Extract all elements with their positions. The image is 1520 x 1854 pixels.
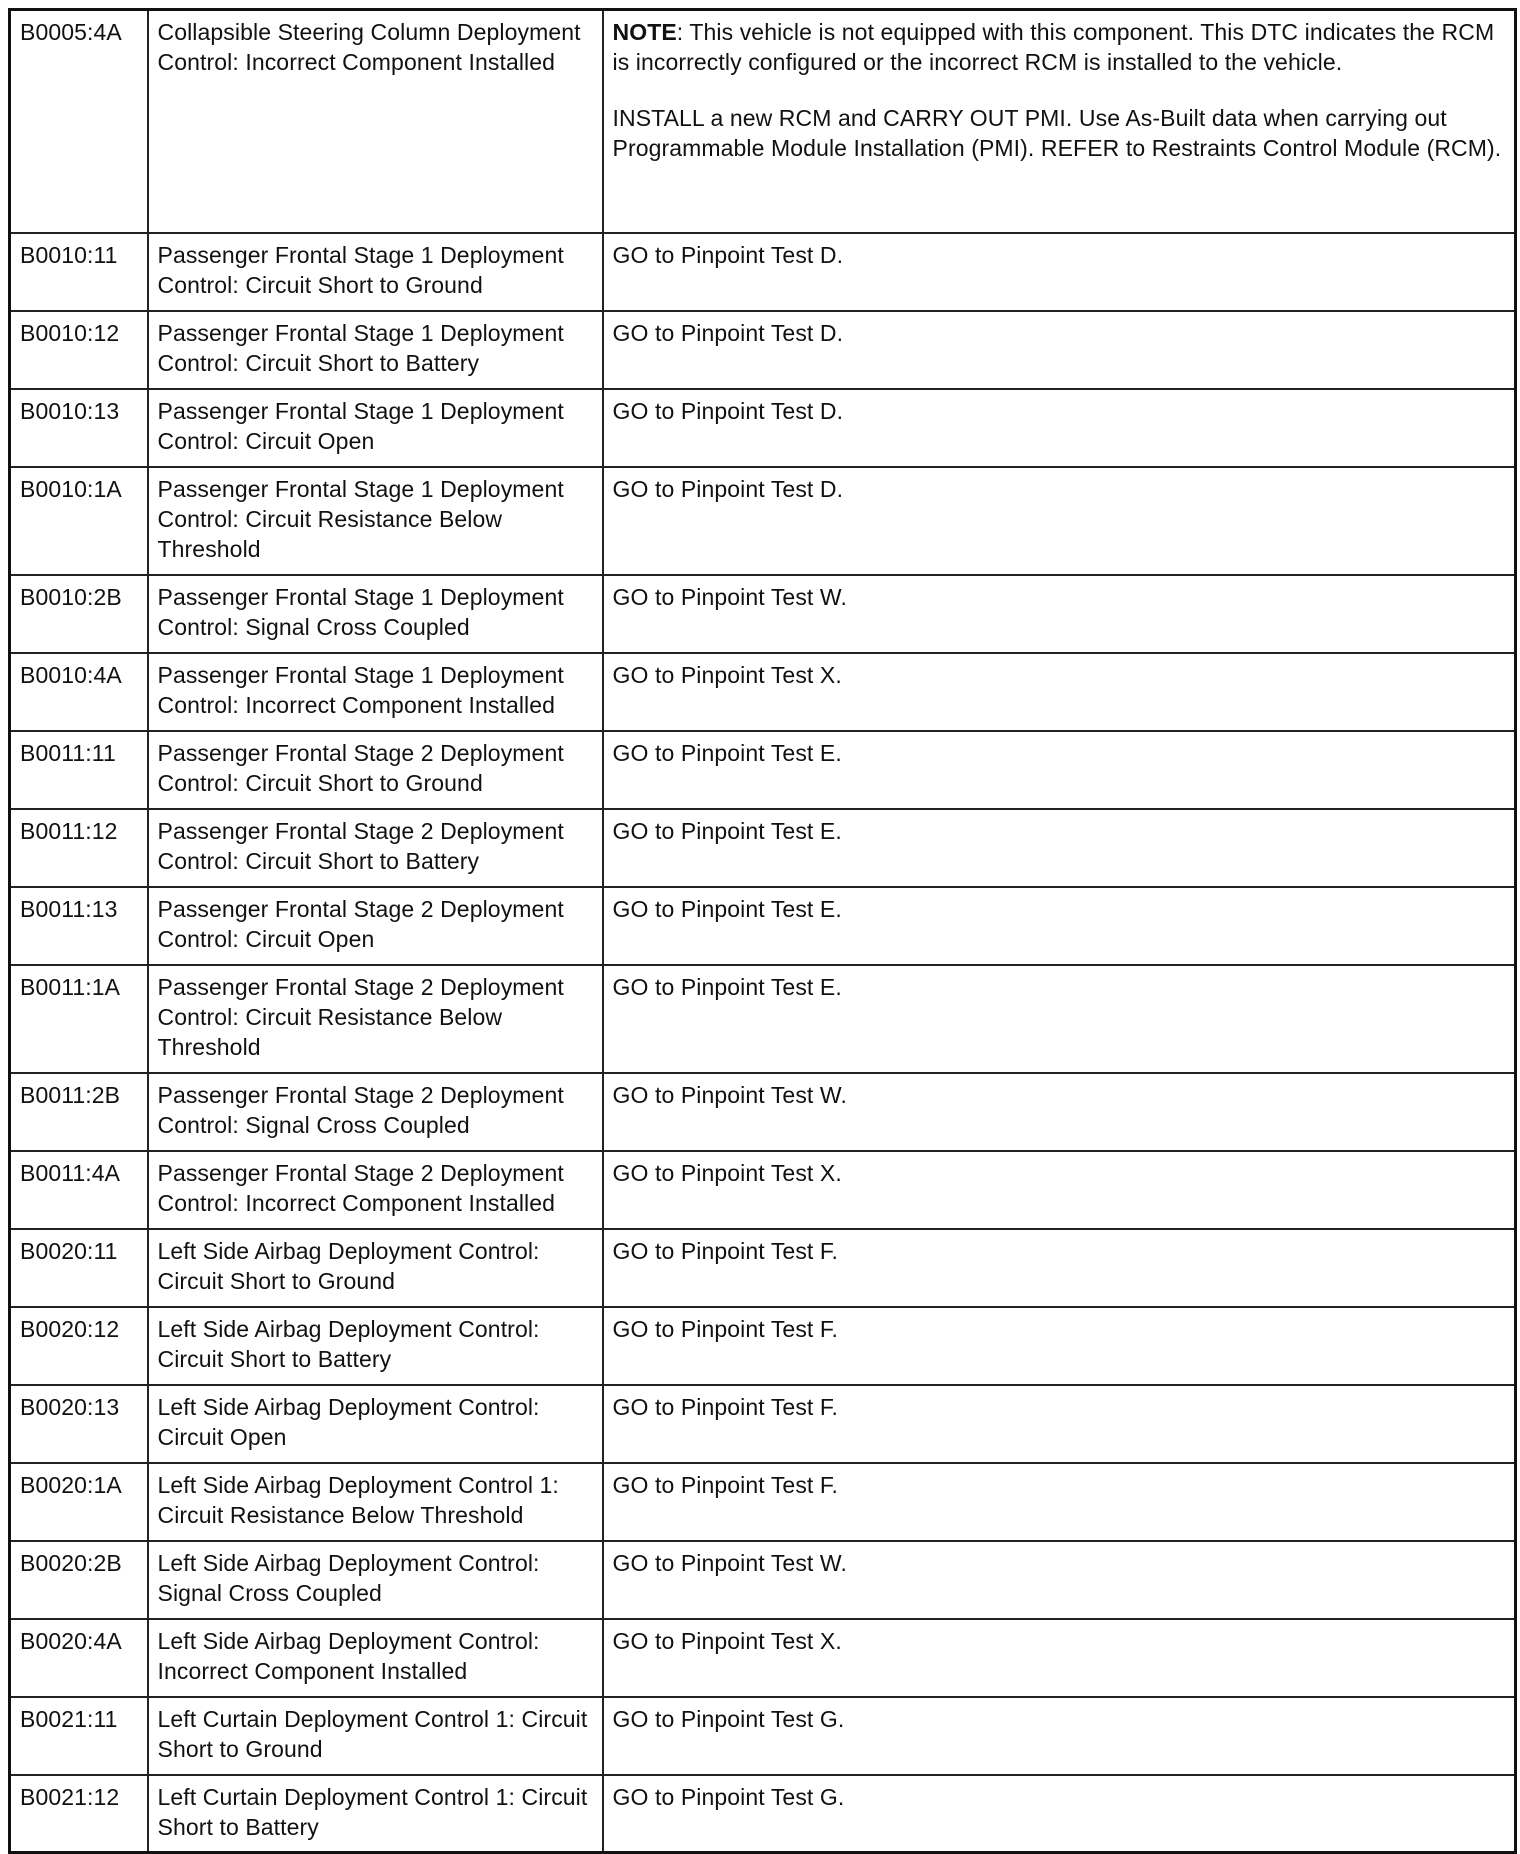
table-row	[10, 1541, 1516, 1619]
dtc-code: B0010:2B	[10, 575, 148, 653]
dtc-description: Passenger Frontal Stage 1 Deployment Control: Circuit Short to Battery	[148, 311, 603, 389]
table-row	[10, 965, 1516, 1073]
dtc-table-body	[10, 10, 1516, 1853]
dtc-description: Left Curtain Deployment Control 1: Circuit Short to Battery	[148, 1775, 603, 1853]
dtc-description: Passenger Frontal Stage 2 Deployment Control: Circuit Resistance Below Threshold	[148, 965, 603, 1073]
table-row	[10, 1073, 1516, 1151]
dtc-code: B0021:12	[10, 1775, 148, 1853]
table-row	[10, 1307, 1516, 1385]
dtc-description: Left Side Airbag Deployment Control: Circuit Short to Ground	[148, 1229, 603, 1307]
note-label: NOTE	[612, 19, 677, 45]
table-row	[10, 467, 1516, 575]
dtc-description: Passenger Frontal Stage 1 Deployment Control: Signal Cross Coupled	[148, 575, 603, 653]
dtc-code: B0010:1A	[10, 467, 148, 575]
table-row	[10, 1151, 1516, 1229]
dtc-description: Passenger Frontal Stage 1 Deployment Control: Circuit Short to Ground	[148, 233, 603, 311]
table-row	[10, 1463, 1516, 1541]
table-row	[10, 731, 1516, 809]
dtc-description: Left Side Airbag Deployment Control 1: Circuit Resistance Below Threshold	[148, 1463, 603, 1541]
table-row	[10, 311, 1516, 389]
action-text: GO to Pinpoint Test D.	[603, 311, 1516, 389]
dtc-code: B0011:11	[10, 731, 148, 809]
document-page	[8, 8, 1514, 1854]
action-text: GO to Pinpoint Test E.	[603, 731, 1516, 809]
dtc-description: Passenger Frontal Stage 2 Deployment Control: Circuit Open	[148, 887, 603, 965]
action-text: GO to Pinpoint Test E.	[603, 809, 1516, 887]
action-text: GO to Pinpoint Test W.	[603, 1541, 1516, 1619]
action-text: GO to Pinpoint Test E.	[603, 965, 1516, 1073]
table-row	[10, 1697, 1516, 1775]
dtc-code: B0020:4A	[10, 1619, 148, 1697]
dtc-description: Passenger Frontal Stage 1 Deployment Control: Circuit Resistance Below Threshold	[148, 467, 603, 575]
dtc-code: B0011:4A	[10, 1151, 148, 1229]
table-row	[10, 809, 1516, 887]
action-text: GO to Pinpoint Test F.	[603, 1385, 1516, 1463]
dtc-code: B0020:12	[10, 1307, 148, 1385]
dtc-code: B0011:1A	[10, 965, 148, 1073]
action-text: GO to Pinpoint Test E.	[603, 887, 1516, 965]
dtc-code: B0010:12	[10, 311, 148, 389]
action-text: GO to Pinpoint Test F.	[603, 1307, 1516, 1385]
dtc-code: B0021:11	[10, 1697, 148, 1775]
action-text: GO to Pinpoint Test X.	[603, 1619, 1516, 1697]
table-row	[10, 1619, 1516, 1697]
dtc-description: Left Curtain Deployment Control 1: Circuit Short to Ground	[148, 1697, 603, 1775]
dtc-description: Left Side Airbag Deployment Control: Circuit Short to Battery	[148, 1307, 603, 1385]
table-row	[10, 1775, 1516, 1853]
table-row	[10, 575, 1516, 653]
table-row	[10, 887, 1516, 965]
action-text: GO to Pinpoint Test D.	[603, 389, 1516, 467]
table-row	[10, 1385, 1516, 1463]
action-text: GO to Pinpoint Test W.	[603, 575, 1516, 653]
action-text: GO to Pinpoint Test F.	[603, 1463, 1516, 1541]
table-row	[10, 389, 1516, 467]
action-text: GO to Pinpoint Test G.	[603, 1697, 1516, 1775]
action-text: GO to Pinpoint Test D.	[603, 233, 1516, 311]
dtc-description: Passenger Frontal Stage 2 Deployment Control: Circuit Short to Ground	[148, 731, 603, 809]
dtc-code: B0010:4A	[10, 653, 148, 731]
dtc-code: B0020:11	[10, 1229, 148, 1307]
dtc-code: B0011:2B	[10, 1073, 148, 1151]
dtc-code: B0020:1A	[10, 1463, 148, 1541]
dtc-description: Passenger Frontal Stage 2 Deployment Control: Signal Cross Coupled	[148, 1073, 603, 1151]
dtc-description: Passenger Frontal Stage 2 Deployment Control: Incorrect Component Installed	[148, 1151, 603, 1229]
dtc-code: B0010:11	[10, 233, 148, 311]
table-row	[10, 10, 1516, 233]
dtc-description: Passenger Frontal Stage 1 Deployment Control: Circuit Open	[148, 389, 603, 467]
dtc-description: Left Side Airbag Deployment Control: Circuit Open	[148, 1385, 603, 1463]
table-row	[10, 233, 1516, 311]
dtc-code: B0011:12	[10, 809, 148, 887]
dtc-description: Collapsible Steering Column Deployment Control: Incorrect Component Installed	[148, 10, 603, 233]
action-text: GO to Pinpoint Test W.	[603, 1073, 1516, 1151]
dtc-code: B0010:13	[10, 389, 148, 467]
dtc-description: Left Side Airbag Deployment Control: Incorrect Component Installed	[148, 1619, 603, 1697]
action-cell	[603, 10, 1516, 233]
action-text: GO to Pinpoint Test X.	[603, 653, 1516, 731]
action-text: INSTALL a new RCM and CARRY OUT PMI. Use As-Built data when carrying out Programmable Module Installation (PMI). REFER to Restraints Control Module (RCM).	[612, 105, 1502, 161]
dtc-code: B0011:13	[10, 887, 148, 965]
action-text: GO to Pinpoint Test G.	[603, 1775, 1516, 1853]
note-paragraph	[613, 17, 1507, 77]
dtc-code: B0020:13	[10, 1385, 148, 1463]
dtc-code: B0005:4A	[10, 10, 148, 233]
table-row	[10, 653, 1516, 731]
dtc-description: Passenger Frontal Stage 2 Deployment Control: Circuit Short to Battery	[148, 809, 603, 887]
dtc-table	[8, 8, 1517, 1854]
action-text: GO to Pinpoint Test X.	[603, 1151, 1516, 1229]
action-text: GO to Pinpoint Test D.	[603, 467, 1516, 575]
dtc-code: B0020:2B	[10, 1541, 148, 1619]
table-row	[10, 1229, 1516, 1307]
dtc-description: Passenger Frontal Stage 1 Deployment Control: Incorrect Component Installed	[148, 653, 603, 731]
note-text: : This vehicle is not equipped with this component. This DTC indicates the RCM is incorrectly configured or the incorrect RCM is installed to the vehicle.	[612, 19, 1495, 75]
dtc-description: Left Side Airbag Deployment Control: Signal Cross Coupled	[148, 1541, 603, 1619]
action-text: GO to Pinpoint Test F.	[603, 1229, 1516, 1307]
